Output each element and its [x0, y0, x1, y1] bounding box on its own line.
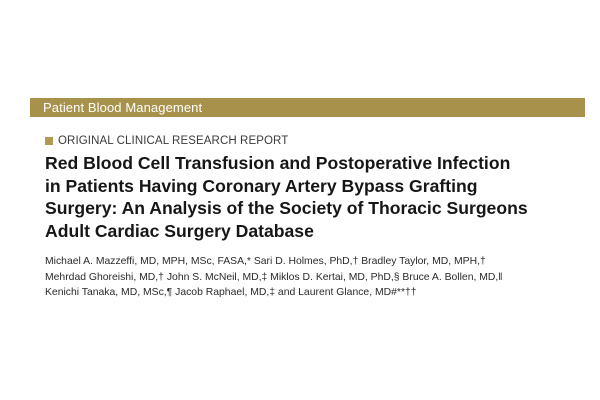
title-line: Surgery: An Analysis of the Society of Thoracic Surgeons [45, 198, 528, 218]
author-line: Kenichi Tanaka, MD, MSc,¶ Jacob Raphael, MD,‡ and Laurent Glance, MD#**†† [45, 287, 417, 298]
title-line: Adult Cardiac Surgery Database [45, 220, 314, 241]
square-bullet-icon [45, 137, 53, 145]
title-line: Red Blood Cell Transfusion and Postoperative Infection [45, 153, 511, 173]
author-line: Mehrdad Ghoreishi, MD,† John S. McNeil, MD,‡ Miklos D. Kertai, MD, PhD,§ Bruce A. Bollen, MD,‖ [45, 271, 503, 283]
article-title [45, 152, 590, 242]
section-label: Patient Blood Management [43, 100, 203, 115]
author-list [45, 254, 590, 301]
author-line: Michael A. Mazzeffi, MD, MPH, MSc, FASA,* Sari D. Holmes, PhD,† Bradley Taylor, MD, MPH,† [45, 256, 486, 267]
report-type [45, 135, 288, 147]
title-line: in Patients Having Coronary Artery Bypass Grafting [45, 175, 478, 196]
section-banner [30, 98, 585, 117]
report-type-label: ORIGINAL CLINICAL RESEARCH REPORT [58, 135, 289, 147]
